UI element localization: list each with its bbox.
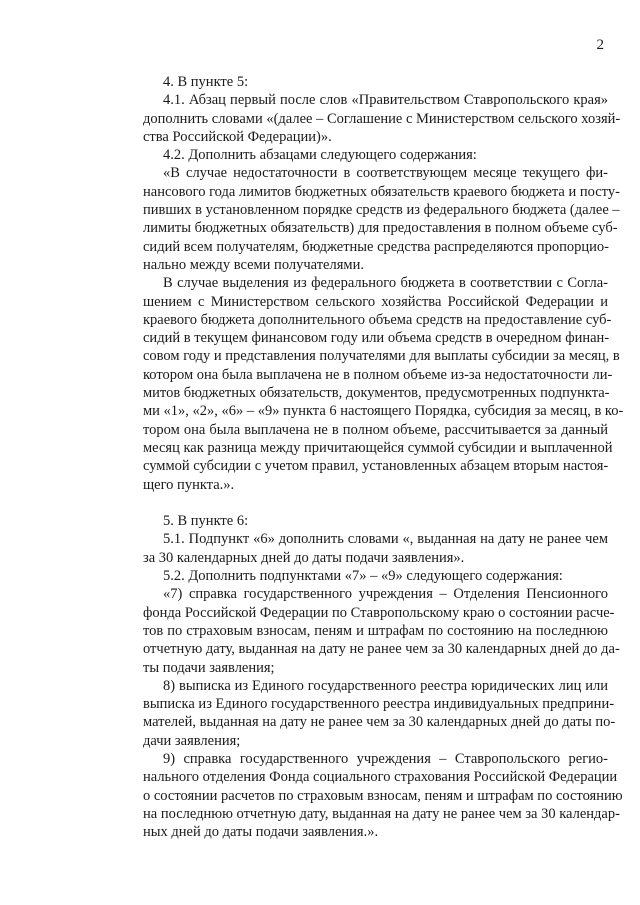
paragraph — [143, 164, 620, 274]
text-line: ты подачи заявления; — [143, 659, 275, 676]
page-number: 2 — [596, 37, 604, 53]
text-line: котором она была выплачена не в полном объеме из-за недостаточности ли- — [143, 366, 613, 383]
paragraph — [143, 91, 621, 146]
text-line: 9) справка государственного учреждения – Ставропольского регио- — [163, 750, 608, 767]
text-line: фонда Российской Федерации по Ставропольскому краю о состоянии расче- — [143, 604, 615, 621]
text-line: ных дней до даты подачи заявления.». — [143, 824, 379, 841]
text-line: месяц как разница между причитающейся суммой субсидии и выплаченной — [143, 439, 613, 456]
text-line: ми «1», «2», «6» – «9» пункта 6 настоящего Порядка, субсидия за месяц, в ко- — [143, 403, 624, 420]
text-line: сидий всем получателям, бюджетные средства распределяются пропорцио- — [143, 238, 609, 255]
text-line: «7) справка государственного учреждения – Отделения Пенсионного — [163, 586, 608, 603]
text-line: нально между всеми получателями. — [143, 256, 364, 273]
text-line: пивших в установленном порядке средств из федерального бюджета (далее – — [143, 202, 620, 219]
paragraph — [143, 73, 608, 91]
text-line: о состоянии расчетов по страховым взносам, пеням и штрафам по состоянию — [143, 787, 623, 804]
text-line: 5. В пункте 6: — [163, 513, 249, 530]
text-line: 4.2. Дополнить абзацами следующего содержания: — [163, 147, 477, 164]
paragraph — [143, 512, 608, 530]
text-line: тов по страховым взносам, пеням и штрафам по состоянию на последнюю — [143, 622, 608, 639]
text-line: краевого бюджета дополнительного объема средств на предоставление суб- — [143, 311, 612, 328]
text-line: 5.1. Подпункт «6» дополнить словами «, выданная на дату не ранее чем — [163, 531, 608, 548]
text-line: «В случае недостаточности в соответствующем месяце текущего фи- — [163, 165, 608, 182]
text-line: лимиты бюджетных обязательств) для предоставления в полном объеме суб- — [143, 220, 618, 237]
text-line: отчетную дату, выданная на дату не ранее чем за 30 календарных дней до да- — [143, 641, 620, 658]
text-line: мателей, выданная на дату не ранее чем за 30 календарных дней до даты по- — [143, 714, 616, 731]
text-line: 8) выписка из Единого государственного реестра юридических лиц или — [163, 677, 608, 694]
text-line: ства Российской Федерации)». — [143, 128, 332, 145]
text-line: совом году и представления получателями для выплаты субсидии за месяц, в — [143, 348, 620, 365]
text-line: щего пункта.». — [143, 476, 235, 493]
text-line: суммой субсидии с учетом правил, установленных абзацем вторым настоя- — [143, 458, 609, 475]
document-body — [143, 73, 624, 841]
text-line: шением с Министерством сельского хозяйства Российской Федерации и — [143, 293, 608, 310]
paragraph — [143, 585, 620, 676]
text-line: выписка из Единого государственного реестра индивидуальных предприни- — [143, 696, 615, 713]
paragraph — [143, 677, 616, 750]
text-line: за 30 календарных дней до даты подачи заявления». — [143, 549, 465, 566]
text-line: на последнюю отчетную дату, выданная на дату не ранее чем за 30 календар- — [143, 805, 620, 822]
paragraph-gap — [143, 494, 608, 512]
paragraph — [143, 146, 608, 164]
text-line: 5.2. Дополнить подпунктами «7» – «9» следующего содержания: — [163, 568, 563, 585]
text-line: сидий в текущем финансовом году или объема средств в очередном финан- — [143, 330, 610, 347]
paragraph — [143, 274, 624, 494]
text-line: нального отделения Фонда социального страхования Российской Федерации — [143, 769, 618, 786]
text-line: дополнить словами «(далее – Соглашение с Министерством сельского хозяй- — [143, 110, 621, 127]
text-line: нансового года лимитов бюджетных обязательств краевого бюджета и посту- — [143, 183, 620, 200]
text-line: тором она была выплачена не в полном объеме, рассчитывается за данный — [143, 421, 608, 438]
paragraph — [143, 750, 623, 841]
text-line: 4.1. Абзац первый после слов «Правительством Ставропольского края» — [163, 92, 608, 109]
text-line: В случае выделения из федерального бюджета в соответствии с Согла- — [163, 275, 608, 292]
paragraph — [143, 567, 608, 585]
text-line: 4. В пункте 5: — [163, 74, 249, 90]
text-line: дачи заявления; — [143, 732, 241, 749]
paragraph — [143, 530, 608, 567]
text-line: митов бюджетных обязательств, документов, предусмотренных подпункта- — [143, 385, 610, 402]
